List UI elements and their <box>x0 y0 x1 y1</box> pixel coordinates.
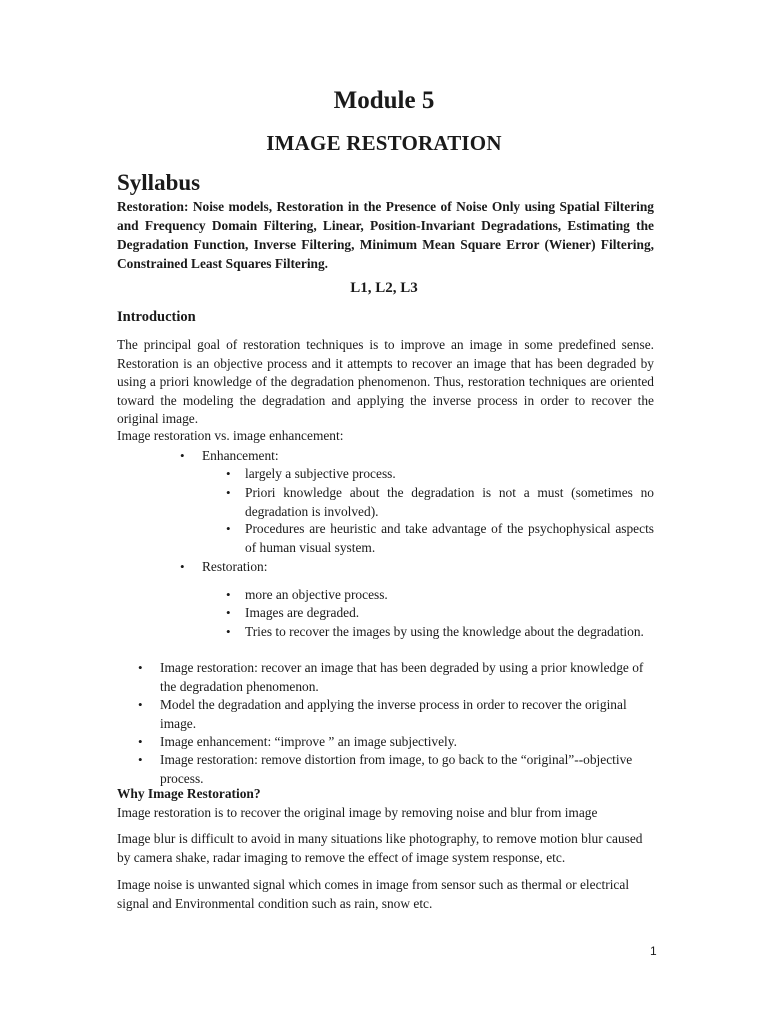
enhancement-item: Priori knowledge about the degradation is not a must (sometimes no degradation is involved). <box>245 485 654 519</box>
syllabus-levels: L1, L2, L3 <box>350 280 418 296</box>
why-heading: Why Image Restoration? <box>117 786 261 801</box>
why-line: Image restoration is to recover the original image by removing noise and blur from image <box>117 805 598 820</box>
bullet-icon: • <box>226 605 231 620</box>
introduction-heading: Introduction <box>117 309 196 325</box>
restoration-label: Restoration: <box>202 559 268 574</box>
bullet-icon: • <box>180 559 185 574</box>
bullet-icon: • <box>226 587 231 602</box>
enhancement-item: largely a subjective process. <box>245 466 396 481</box>
bullet-icon: • <box>138 734 143 749</box>
restoration-item: Tries to recover the images by using the knowledge about the degradation. <box>245 624 644 639</box>
point-item: Image enhancement: “improve ” an image subjectively. <box>160 734 457 749</box>
why-line: Image noise is unwanted signal which comes in image from sensor such as thermal or electrical signal and Environmental condition such as rain, snow etc. <box>117 877 630 911</box>
comparison-line: Image restoration vs. image enhancement: <box>117 428 344 443</box>
enhancement-item: Procedures are heuristic and take advantage of the psychophysical aspects of human visual system. <box>245 521 654 555</box>
restoration-item: Images are degraded. <box>245 605 360 620</box>
restoration-item: more an objective process. <box>245 587 388 602</box>
syllabus-body: Restoration: Noise models, Restoration in the Presence of Noise Only using Spatial Filtering and Frequency Domain Filtering, Linear, Position-Invariant Degradations, Estimating the Degradation Function, Inverse Filtering, Minimum Mean Square Error (Wiener) Filtering, Constrained Least Squares Filtering. <box>117 199 654 271</box>
bullet-icon: • <box>226 466 231 481</box>
point-item: Image restoration: remove distortion from image, to go back to the “original”--objective process. <box>160 752 633 786</box>
point-item: Model the degradation and applying the inverse process in order to recover the original image. <box>160 697 627 731</box>
bullet-icon: • <box>138 752 143 767</box>
bullet-icon: • <box>226 624 231 639</box>
introduction-paragraph: The principal goal of restoration techniques is to improve an image in some predefined sense. Restoration is an objective process and it attempts to recover an image that has been degraded by using a priori knowledge of the degradation phenomenon. Thus, restoration techniques are oriented toward the modeling the degradation and applying the inverse process in order to recover the original image. <box>117 337 654 426</box>
bullet-icon: • <box>138 660 143 675</box>
bullet-icon: • <box>180 448 185 463</box>
bullet-icon: • <box>138 697 143 712</box>
chapter-title: IMAGE RESTORATION <box>266 131 502 155</box>
bullet-icon: • <box>226 521 231 536</box>
module-title: Module 5 <box>333 87 435 114</box>
bullet-icon: • <box>226 485 231 500</box>
page-number: 1 <box>650 944 657 958</box>
why-line: Image blur is difficult to avoid in many situations like photography, to remove motion blur caused by camera shake, radar imaging to remove the effect of image system response, etc. <box>117 831 643 865</box>
point-item: Image restoration: recover an image that has been degraded by using a prior knowledge of the degradation phenomenon. <box>160 660 644 694</box>
syllabus-heading: Syllabus <box>117 170 201 195</box>
enhancement-label: Enhancement: <box>202 448 279 463</box>
